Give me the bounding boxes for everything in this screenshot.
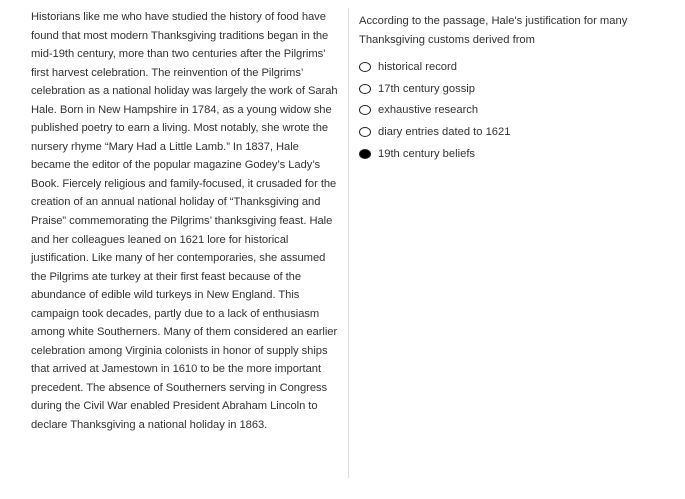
column-divider [348,8,349,478]
question-prompt: According to the passage, Hale's justification for many Thanksgiving customs derived from [359,15,628,46]
radio-button-icon[interactable] [359,84,371,94]
answer-choice-label: 19th century beliefs [378,147,476,160]
answer-choice-c[interactable] [359,99,659,121]
answer-choice-label: 17th century gossip [378,82,476,95]
answer-choice-a[interactable] [359,56,659,78]
answer-choice-label: historical record [378,60,457,73]
answer-choice-b[interactable] [359,78,659,100]
radio-button-icon[interactable] [359,149,371,159]
radio-button-icon[interactable] [359,127,371,137]
answer-choice-label: diary entries dated to 1621 [378,125,511,138]
reading-passage: Historians like me who have studied the history of food have found that most modern Thanksgiving traditions began in the mid-19th century, more than two centuries after the Pilgrims’ first harvest celebration. The reinvention of the Pilgrims’ celebration as a national holiday was largely the work of Sarah Hale. Born in New Hampshire in 1784, as a young widow she published poetry to earn a living. Most notably, she wrote the nursery rhyme “Mary Had a Little Lamb.” In 1837, Hale became the editor of the popular magazine Godey’s Lady’s Book. Fiercely religious and family-focused, it crusaded for the creation of an annual national holiday of “Thanksgiving and Praise” commemorating the Pilgrims’ thanksgiving feast. Hale and her colleagues leaned on 1621 lore for historical justification. Like many of her contemporaries, she assumed the Pilgrims ate turkey at their first feast because of the abundance of edible wild turkeys in New England. This campaign took decades, partly due to a lack of enthusiasm among white Southerners. Many of them considered an earlier celebration among Virginia colonists in honor of supply ships that arrived at Jamestown in 1610 to be the more important precedent. The absence of Southerners serving in Congress during the Civil War enabled President Abraham Lincoln to declare Thanksgiving a national holiday in 1863. [31,11,338,432]
answer-choice-e[interactable] [359,143,659,165]
answer-choices [359,56,659,164]
radio-button-icon[interactable] [359,62,371,72]
answer-choice-label: exhaustive research [378,104,479,117]
radio-button-icon[interactable] [359,105,371,115]
answer-choice-d[interactable] [359,121,659,143]
